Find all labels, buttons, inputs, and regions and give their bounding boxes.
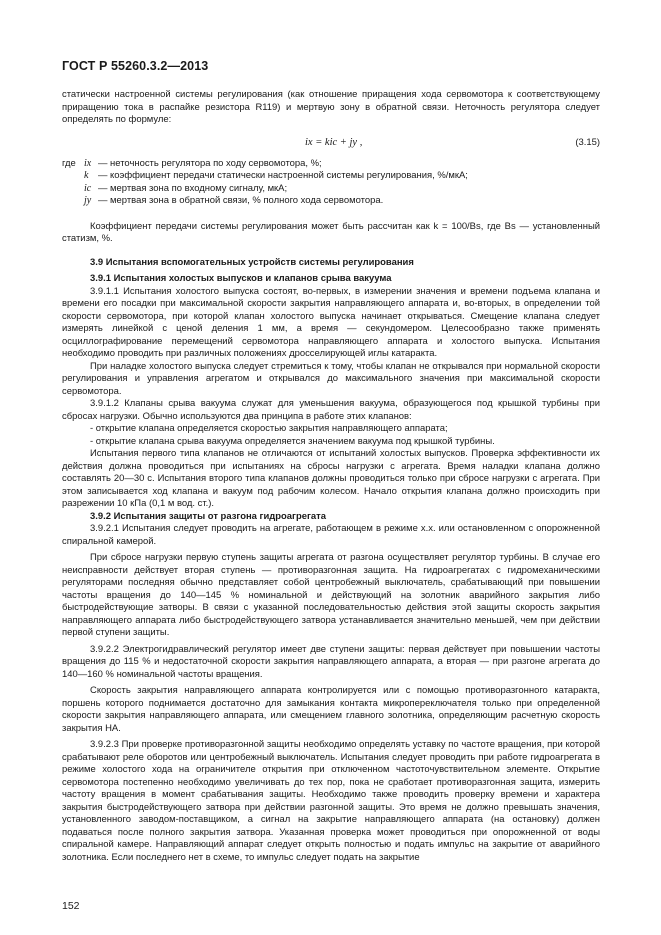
paragraph: статически настроенной системы регулирования (как отношение приращения хода сервомотора к соответствующему приращению тока в распайке резистора R119) и мертвую зону в обратной связи. Неточность регулятора следует определять по формуле: [62,89,600,125]
paragraph: 3.9.2.1 Испытания следует проводить на агрегате, работающем в режиме х.х. или остановленном с опорожненной спиральной камерой. [62,523,600,547]
paragraph: При наладке холостого выпуска следует стремиться к тому, чтобы клапан не открывался при нормальной скорости регулирования и управления агрегатом и открывался до максимального значения при максимальной скорости сервомотора. [62,360,600,397]
section-heading: 3.9 Испытания вспомогательных устройств системы регулирования [90,256,414,268]
definition-row [62,158,600,171]
paragraph: 3.9.1.2 Клапаны срыва вакуума служат для уменьшения вакуума, образующегося под крышкой турбины при сбросах нагрузки. Обычно используются два принципа в работе этих клапанов: [62,398,600,422]
paragraph: 3.9.2.3 При проверке противоразгонной защиты необходимо определять уставку по частоте вращения, при которой срабатывают реле оборотов или центробежный выключатель. Испытания следует проводить при работе гидроагрегата в режиме холостого хода на ограничителе открытия при отключенном частоточувствительном элементе. Открытие сервомотора постепенно необходимо увеличивать до тех пор, пока не сработает противоразгонная защита, измерить частоту вращения в момент срабатывания защиты. Необходимо также проводить проверку времени и характера закрытия быстродействующего затвора при действии разгонной защиты. Это время не должно превышать значения, установленного заводом-поставщиком, а сигнал на закрытие направляющего аппарата (на остановку) должен подаваться после полного закрытия затвора. Указанная проверка может проводиться при опорожненной от воды спиральной камере. Направляющий аппарат следует открыть полностью и подать импульс на закрытие от аварийного золотника. Если последнего нет в схеме, то импульс следует подать на закрытие [62,739,600,863]
paragraph: Скорость закрытия направляющего аппарата контролируется или с помощью противоразгонного катаракта, поршень которого поднимается достаточно для замыкания контакта микропереключателя только при определенной скорости закрытия направляющего аппарата, или смещением главного золотника, определяющим расчетную скорость закрытия НА. [62,685,600,734]
definition-row [62,183,600,196]
page-number: 152 [62,900,80,912]
definition-text: — неточность регулятора по ходу сервомотора, %; [98,157,322,169]
formula: iх = kiс + jy , [305,136,363,148]
page-content [62,89,600,864]
definition-row [62,195,600,208]
definition-text: — коэффициент передачи статически настроенной системы регулирования, %/мкА; [98,170,468,181]
subsection-heading: 3.9.1 Испытания холостых выпусков и клапанов срыва вакуума [90,273,392,284]
paragraph: 3.9.2.2 Электрогидравлический регулятор имеет две ступени защиты: первая действует при повышении частоты вращения до 115 % и недостаточной скорости закрытия направляющего аппарата, а вторая — при разгоне агрегата до 140—160 % номинальной частоты вращения. [62,643,600,680]
definition-row [62,170,600,183]
list-item: - открытие клапана срыва вакуума определяется значением вакуума под крышкой турбины. [90,435,495,447]
symbol: jу [84,195,92,206]
symbol-definitions [62,158,600,208]
subsection-heading: 3.9.2 Испытания защиты от разгона гидроагрегата [90,510,327,522]
formula-row [62,133,600,155]
paragraph: При сбросе нагрузки первую ступень защиты агрегата от разгона осуществляет регулятор турбины. В случае его неисправности действует вторая ступень — противоразгонная защита. На гидроагрегатах с гидромеханическими регуляторами последняя обычно представляет собой центробежный выключатель, срабатывающий при повышении частоты вращения до 140—145 % номинальной и действующий на золотник аварийного закрытия либо быстродействующие затворы. В связи с указанной последовательностью действия этой защиты скорость закрытия направляющего аппарата либо быстродействующего затвора устанавливается значительно меньшей, чем при действии первой ступени защиты. [62,552,600,638]
paragraph: 3.9.1.1 Испытания холостого выпуска состоят, во-первых, в измерении значения и времени подъема клапана и времени его посадки при максимальной скорости закрытия направляющего аппарата и, во-вторых, в определении той скорости сервомотора, при которой клапан холостого выпуска начинает открываться. Смещение клапана следует измерять линейкой с ценой деления 1 мм, а время — секундомером. Целесообразно также применять осциллографирование перемещений сервомотора направляющего аппарата и холостого выпуска. Испытания необходимо проводить при различных положениях дросселирующей иглы катаракта. [62,285,600,359]
definition-text: — мертвая зона по входному сигналу, мкА; [98,182,288,194]
where-word: где [62,157,76,169]
document-header: ГОСТ Р 55260.3.2—2013 [62,59,209,73]
list-item: - открытие клапана определяется скоростью закрытия направляющего аппарата; [90,423,448,434]
symbol: iх [84,157,92,169]
symbol: iс [84,182,92,194]
paragraph: Испытания первого типа клапанов не отличаются от испытаний холостых выпусков. Проверка эффективности их действия должна проводиться при испытаниях на сбросы нагрузки с агрегата. Время наладки клапана должно составлять 20—30 с. Испытания второго типа клапанов должны проводиться только при сбросе нагрузки с агрегата. При этом записывается ход клапана и вакуум под рабочим колесом. Начало открытия клапана должно происходить при разрежении 10 кПа (0,1 м вод. ст.). [62,448,600,509]
symbol: k [84,170,89,181]
paragraph: Коэффициент передачи системы регулирования может быть рассчитан как k = 100/Bs, где Bs — установленный статизм, %. [62,220,600,244]
definition-text: — мертвая зона в обратной связи, % полного хода сервомотора. [98,195,384,206]
equation-number: (3.15) [575,136,600,148]
